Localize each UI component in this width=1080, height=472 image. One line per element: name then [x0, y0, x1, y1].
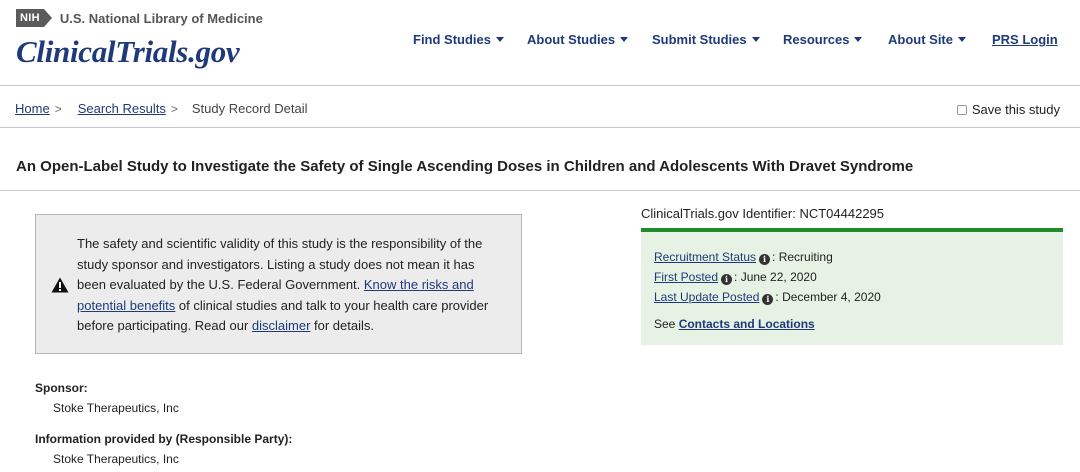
disclaimer-link[interactable]: disclaimer	[251, 318, 311, 333]
disclaimer-text-part: The safety and scientific validity of this study is the responsibility of the study sponsor and investigators. Listing a study does not mean it has been evaluated by the U.S. Federal Government.	[77, 236, 483, 292]
study-identifier: ClinicalTrials.gov Identifier: NCT04442295	[641, 206, 885, 221]
recruitment-status	[654, 250, 833, 265]
warning-icon	[51, 277, 69, 298]
chevron-down-icon	[752, 37, 760, 42]
save-study-toggle[interactable]	[957, 102, 1060, 117]
breadcrumb-separator: >	[54, 101, 62, 116]
sponsor-label: Sponsor:	[35, 381, 88, 395]
nav-about-site[interactable]	[888, 32, 966, 47]
nav-label: About Site	[888, 32, 953, 47]
breadcrumb-home[interactable]: Home	[15, 101, 50, 116]
nav-label: About Studies	[527, 32, 616, 47]
nav-label: Resources	[783, 32, 850, 47]
nav-submit-studies[interactable]	[652, 32, 760, 47]
breadcrumb-search-results[interactable]: Search Results	[77, 101, 166, 116]
info-icon[interactable]: i	[762, 294, 773, 305]
nih-badge: NIH	[16, 9, 44, 27]
prs-login-link[interactable]: PRS Login	[992, 32, 1058, 47]
first-posted-value: : June 22, 2020	[734, 270, 817, 284]
last-update-value: : December 4, 2020	[775, 290, 881, 304]
nav-label: Submit Studies	[652, 32, 747, 47]
last-update-posted	[654, 290, 881, 305]
nav-label: Find Studies	[413, 32, 491, 47]
breadcrumb-bar	[0, 86, 1080, 128]
nav-about-studies[interactable]	[527, 32, 628, 47]
chevron-down-icon	[958, 37, 966, 42]
breadcrumb-current: Study Record Detail	[191, 101, 308, 116]
sponsor-value: Stoke Therapeutics, Inc	[53, 401, 179, 415]
recruitment-status-value: : Recruiting	[772, 250, 833, 264]
site-header	[0, 0, 1080, 86]
first-posted	[654, 270, 817, 285]
breadcrumb	[15, 101, 308, 116]
contacts-line	[654, 317, 815, 331]
nih-arrow-shape	[44, 9, 52, 27]
nav-find-studies[interactable]	[413, 32, 504, 47]
page-title: An Open-Label Study to Investigate the Safety of Single Ascending Doses in Children and Adolescents With Dravet Syndrome	[16, 158, 914, 175]
responsible-party-label: Information provided by (Responsible Party):	[35, 432, 293, 446]
last-update-label[interactable]: Last Update Posted	[654, 290, 760, 304]
chevron-down-icon	[620, 37, 628, 42]
risks-benefits-link[interactable]: Know the risks and potential benefits	[77, 277, 474, 313]
main-nav	[0, 32, 1080, 48]
status-box	[641, 228, 1063, 345]
recruitment-status-label[interactable]: Recruitment Status	[654, 250, 757, 264]
disclaimer-text-part: of clinical studies and talk to your health care provider before participating. Read our	[77, 297, 489, 333]
disclaimer-text-part: for details.	[310, 318, 374, 333]
site-logo[interactable]: ClinicalTrials.gov	[16, 34, 240, 69]
info-icon[interactable]: i	[721, 274, 732, 285]
disclaimer-text	[77, 234, 497, 337]
see-text: See	[654, 317, 679, 331]
contacts-locations-link[interactable]: Contacts and Locations	[678, 317, 815, 331]
chevron-down-icon	[854, 37, 862, 42]
save-label: Save this study	[971, 102, 1060, 117]
nlm-banner[interactable]	[16, 9, 263, 27]
save-checkbox[interactable]	[957, 105, 967, 115]
disclaimer-box	[35, 214, 522, 354]
nav-resources[interactable]	[783, 32, 862, 47]
library-name: U.S. National Library of Medicine	[59, 10, 263, 26]
responsible-party-value: Stoke Therapeutics, Inc	[53, 452, 179, 466]
nih-logo	[16, 9, 52, 27]
chevron-down-icon	[496, 37, 504, 42]
divider	[0, 190, 1080, 191]
info-icon[interactable]: i	[759, 254, 770, 265]
first-posted-label[interactable]: First Posted	[654, 270, 719, 284]
breadcrumb-separator: >	[170, 101, 178, 116]
